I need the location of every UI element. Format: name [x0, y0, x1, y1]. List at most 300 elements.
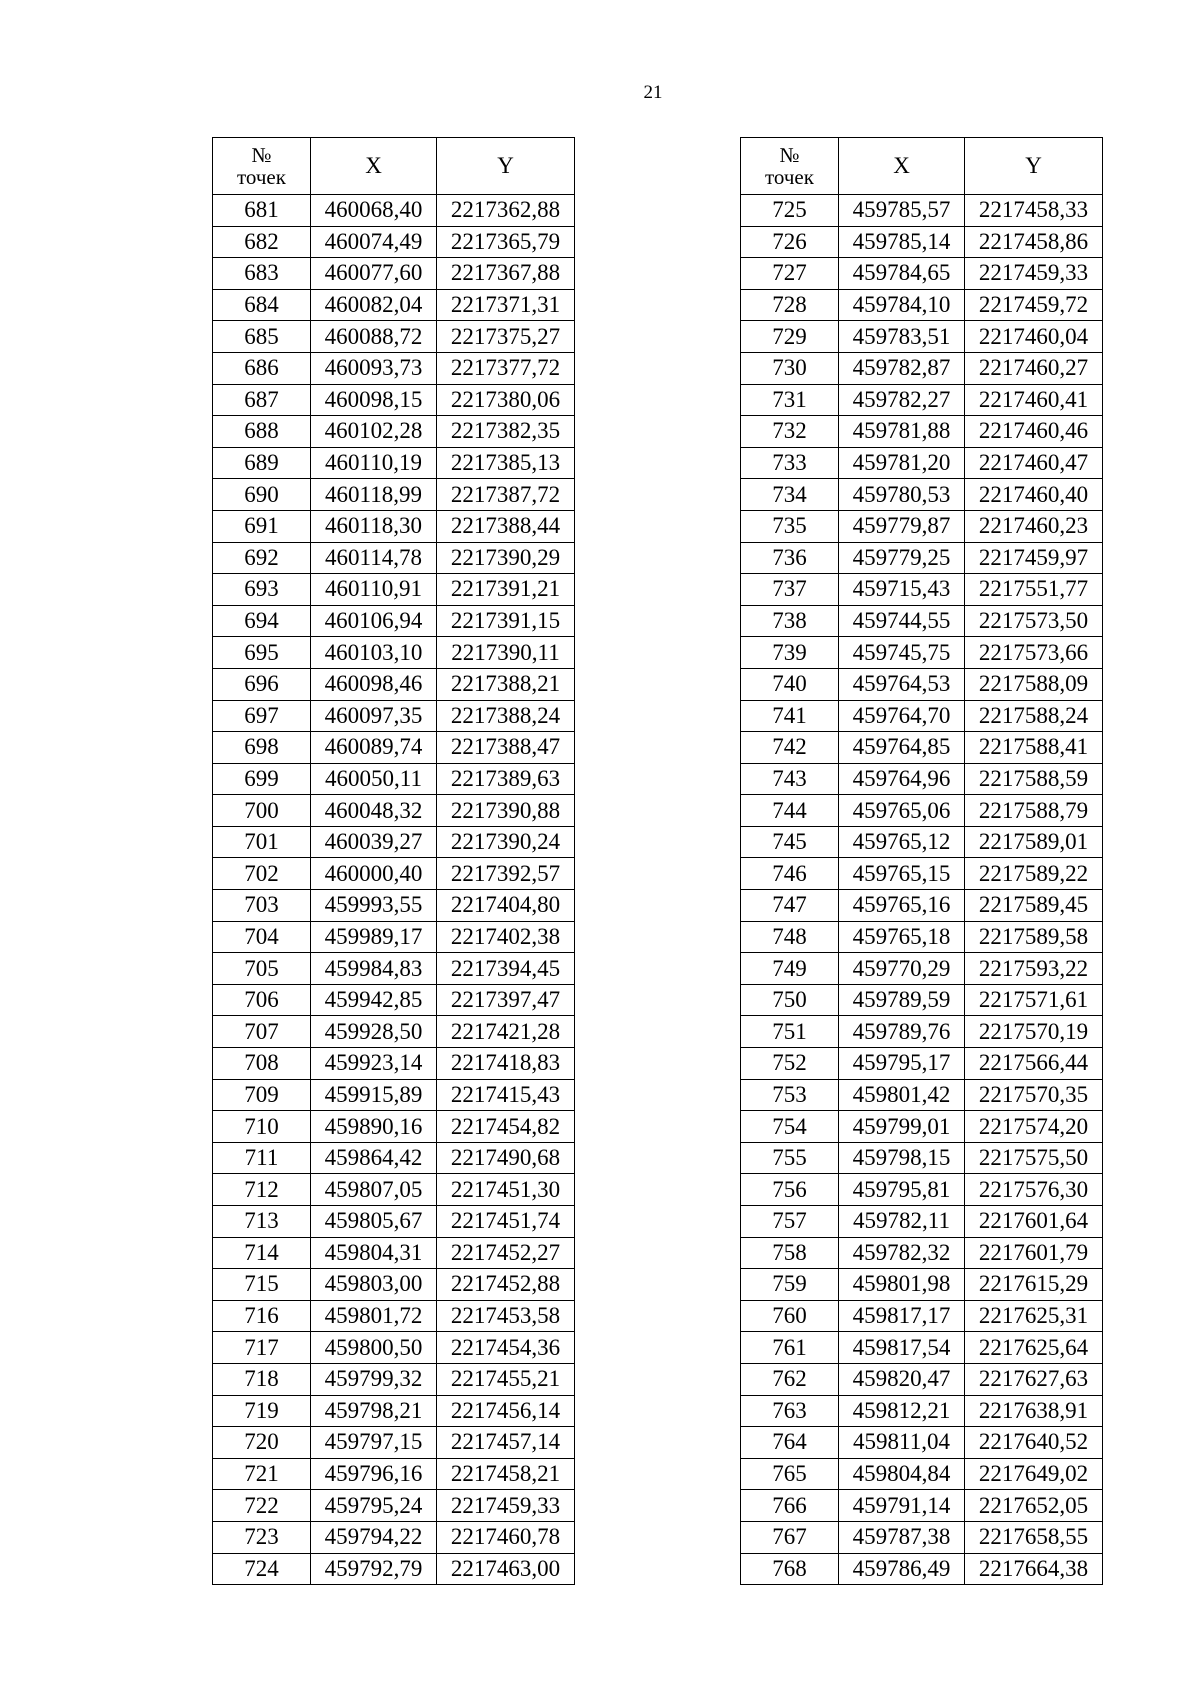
- table-row: [741, 1521, 1103, 1553]
- y-coordinate-cell: 2217459,72: [965, 289, 1103, 321]
- header-num-word: точек: [765, 165, 814, 189]
- point-number-cell: 747: [741, 890, 839, 922]
- x-coordinate-cell: 459801,72: [311, 1300, 437, 1332]
- y-coordinate-cell: 2217459,97: [965, 542, 1103, 574]
- x-coordinate-cell: 459993,55: [311, 890, 437, 922]
- point-number-cell: 763: [741, 1395, 839, 1427]
- x-coordinate-cell: 459779,87: [839, 510, 965, 542]
- table-row: [213, 858, 575, 890]
- point-number-cell: 711: [213, 1142, 311, 1174]
- y-coordinate-cell: 2217589,58: [965, 921, 1103, 953]
- x-coordinate-cell: 459786,49: [839, 1553, 965, 1585]
- point-number-cell: 768: [741, 1553, 839, 1585]
- point-number-cell: 725: [741, 195, 839, 227]
- x-coordinate-cell: 459795,24: [311, 1490, 437, 1522]
- x-coordinate-cell: 459807,05: [311, 1174, 437, 1206]
- point-number-cell: 707: [213, 1016, 311, 1048]
- point-number-cell: 691: [213, 510, 311, 542]
- table-row: [741, 416, 1103, 448]
- table-row: [213, 1269, 575, 1301]
- point-number-cell: 712: [213, 1174, 311, 1206]
- y-coordinate-cell: 2217573,50: [965, 605, 1103, 637]
- y-coordinate-cell: 2217588,24: [965, 700, 1103, 732]
- y-coordinate-cell: 2217589,01: [965, 826, 1103, 858]
- x-coordinate-cell: 459864,42: [311, 1142, 437, 1174]
- table-row: [741, 1332, 1103, 1364]
- y-coordinate-cell: 2217385,13: [437, 447, 575, 479]
- point-number-cell: 709: [213, 1079, 311, 1111]
- table-row: [213, 953, 575, 985]
- x-coordinate-cell: 459782,11: [839, 1206, 965, 1238]
- table-row: [741, 637, 1103, 669]
- table-body-left: [213, 195, 575, 1585]
- table-row: [213, 289, 575, 321]
- point-number-cell: 762: [741, 1363, 839, 1395]
- table-row: [213, 732, 575, 764]
- y-coordinate-cell: 2217389,63: [437, 763, 575, 795]
- x-coordinate-cell: 459780,53: [839, 479, 965, 511]
- point-number-cell: 719: [213, 1395, 311, 1427]
- y-coordinate-cell: 2217576,30: [965, 1174, 1103, 1206]
- x-coordinate-cell: 459915,89: [311, 1079, 437, 1111]
- table-row: [213, 668, 575, 700]
- point-number-cell: 745: [741, 826, 839, 858]
- point-number-header: [213, 138, 311, 195]
- y-coordinate-cell: 2217570,35: [965, 1079, 1103, 1111]
- x-coordinate-cell: 459801,42: [839, 1079, 965, 1111]
- table-row: [741, 574, 1103, 606]
- table-row: [741, 1490, 1103, 1522]
- point-number-cell: 748: [741, 921, 839, 953]
- point-number-cell: 698: [213, 732, 311, 764]
- y-coordinate-cell: 2217574,20: [965, 1111, 1103, 1143]
- x-coordinate-cell: 459765,16: [839, 890, 965, 922]
- x-coordinate-cell: 460118,99: [311, 479, 437, 511]
- x-coordinate-cell: 460077,60: [311, 258, 437, 290]
- point-number-cell: 699: [213, 763, 311, 795]
- table-row: [741, 226, 1103, 258]
- y-coordinate-cell: 2217566,44: [965, 1048, 1103, 1080]
- x-coordinate-cell: 459989,17: [311, 921, 437, 953]
- y-header: Y: [437, 138, 575, 195]
- point-number-cell: 750: [741, 984, 839, 1016]
- table-row: [741, 258, 1103, 290]
- x-coordinate-cell: 459812,21: [839, 1395, 965, 1427]
- table-row: [213, 1111, 575, 1143]
- point-number-cell: 733: [741, 447, 839, 479]
- header-num-sign: №: [251, 143, 272, 167]
- x-coordinate-cell: 459765,18: [839, 921, 965, 953]
- x-coordinate-cell: 460082,04: [311, 289, 437, 321]
- table-row: [213, 384, 575, 416]
- table-row: [741, 1395, 1103, 1427]
- point-number-cell: 682: [213, 226, 311, 258]
- table-row: [741, 447, 1103, 479]
- point-number-cell: 728: [741, 289, 839, 321]
- table-row: [741, 1111, 1103, 1143]
- table-row: [213, 352, 575, 384]
- y-coordinate-cell: 2217573,66: [965, 637, 1103, 669]
- header-num-sign: №: [779, 143, 800, 167]
- x-coordinate-cell: 459785,57: [839, 195, 965, 227]
- table-row: [741, 1174, 1103, 1206]
- x-coordinate-cell: 460000,40: [311, 858, 437, 890]
- y-coordinate-cell: 2217575,50: [965, 1142, 1103, 1174]
- x-coordinate-cell: 459817,17: [839, 1300, 965, 1332]
- table-row: [213, 321, 575, 353]
- point-number-cell: 718: [213, 1363, 311, 1395]
- x-coordinate-cell: 459942,85: [311, 984, 437, 1016]
- y-coordinate-cell: 2217388,44: [437, 510, 575, 542]
- point-number-cell: 753: [741, 1079, 839, 1111]
- x-coordinate-cell: 459787,38: [839, 1521, 965, 1553]
- point-number-cell: 767: [741, 1521, 839, 1553]
- table-row: [741, 732, 1103, 764]
- table-row: [213, 1079, 575, 1111]
- y-coordinate-cell: 2217390,11: [437, 637, 575, 669]
- y-coordinate-cell: 2217451,30: [437, 1174, 575, 1206]
- y-coordinate-cell: 2217588,41: [965, 732, 1103, 764]
- point-number-cell: 741: [741, 700, 839, 732]
- y-coordinate-cell: 2217571,61: [965, 984, 1103, 1016]
- y-coordinate-cell: 2217458,33: [965, 195, 1103, 227]
- table-row: [741, 763, 1103, 795]
- x-coordinate-cell: 459804,84: [839, 1458, 965, 1490]
- table-row: [213, 1458, 575, 1490]
- table-row: [213, 1016, 575, 1048]
- table-body-right: [741, 195, 1103, 1585]
- x-coordinate-cell: 459783,51: [839, 321, 965, 353]
- point-number-cell: 706: [213, 984, 311, 1016]
- y-coordinate-cell: 2217391,15: [437, 605, 575, 637]
- table-row: [741, 1458, 1103, 1490]
- table-row: [213, 258, 575, 290]
- table-row: [213, 1363, 575, 1395]
- x-coordinate-cell: 459817,54: [839, 1332, 965, 1364]
- point-number-cell: 746: [741, 858, 839, 890]
- point-number-cell: 710: [213, 1111, 311, 1143]
- y-coordinate-cell: 2217589,45: [965, 890, 1103, 922]
- y-coordinate-cell: 2217394,45: [437, 953, 575, 985]
- x-coordinate-cell: 459923,14: [311, 1048, 437, 1080]
- y-coordinate-cell: 2217390,24: [437, 826, 575, 858]
- point-number-cell: 743: [741, 763, 839, 795]
- x-coordinate-cell: 459798,21: [311, 1395, 437, 1427]
- x-coordinate-cell: 459781,20: [839, 447, 965, 479]
- table-header-row: [741, 138, 1103, 195]
- y-coordinate-cell: 2217454,36: [437, 1332, 575, 1364]
- table-row: [213, 1142, 575, 1174]
- table-row: [741, 1079, 1103, 1111]
- y-coordinate-cell: 2217588,79: [965, 795, 1103, 827]
- table-header-row: [213, 138, 575, 195]
- y-coordinate-cell: 2217377,72: [437, 352, 575, 384]
- y-coordinate-cell: 2217391,21: [437, 574, 575, 606]
- header-num-word: точек: [237, 165, 286, 189]
- point-number-cell: 729: [741, 321, 839, 353]
- y-coordinate-cell: 2217387,72: [437, 479, 575, 511]
- point-number-cell: 690: [213, 479, 311, 511]
- y-coordinate-cell: 2217388,21: [437, 668, 575, 700]
- y-coordinate-cell: 2217490,68: [437, 1142, 575, 1174]
- coordinates-table-left: [212, 137, 575, 1585]
- table-row: [741, 289, 1103, 321]
- table-row: [213, 447, 575, 479]
- x-coordinate-cell: 459765,12: [839, 826, 965, 858]
- x-coordinate-cell: 459799,01: [839, 1111, 965, 1143]
- table-row: [213, 479, 575, 511]
- x-coordinate-cell: 459782,27: [839, 384, 965, 416]
- y-coordinate-cell: 2217458,86: [965, 226, 1103, 258]
- y-coordinate-cell: 2217593,22: [965, 953, 1103, 985]
- table-row: [213, 795, 575, 827]
- table-row: [213, 605, 575, 637]
- point-number-cell: 726: [741, 226, 839, 258]
- y-coordinate-cell: 2217397,47: [437, 984, 575, 1016]
- y-coordinate-cell: 2217421,28: [437, 1016, 575, 1048]
- y-coordinate-cell: 2217460,78: [437, 1521, 575, 1553]
- point-number-cell: 734: [741, 479, 839, 511]
- table-row: [741, 1206, 1103, 1238]
- x-coordinate-cell: 459765,15: [839, 858, 965, 890]
- table-row: [213, 826, 575, 858]
- table-row: [213, 574, 575, 606]
- y-coordinate-cell: 2217415,43: [437, 1079, 575, 1111]
- point-number-cell: 714: [213, 1237, 311, 1269]
- x-coordinate-cell: 460048,32: [311, 795, 437, 827]
- y-coordinate-cell: 2217452,27: [437, 1237, 575, 1269]
- x-coordinate-cell: 459798,15: [839, 1142, 965, 1174]
- point-number-cell: 757: [741, 1206, 839, 1238]
- y-coordinate-cell: 2217640,52: [965, 1427, 1103, 1459]
- point-number-cell: 686: [213, 352, 311, 384]
- point-number-cell: 720: [213, 1427, 311, 1459]
- point-number-cell: 751: [741, 1016, 839, 1048]
- point-number-cell: 723: [213, 1521, 311, 1553]
- y-coordinate-cell: 2217664,38: [965, 1553, 1103, 1585]
- table-row: [741, 321, 1103, 353]
- point-number-cell: 737: [741, 574, 839, 606]
- y-coordinate-cell: 2217454,82: [437, 1111, 575, 1143]
- table-row: [741, 668, 1103, 700]
- y-coordinate-cell: 2217388,24: [437, 700, 575, 732]
- coordinates-table-right: [740, 137, 1103, 1585]
- point-number-header: [741, 138, 839, 195]
- y-coordinate-cell: 2217451,74: [437, 1206, 575, 1238]
- x-coordinate-cell: 459803,00: [311, 1269, 437, 1301]
- table-row: [741, 953, 1103, 985]
- y-coordinate-cell: 2217390,29: [437, 542, 575, 574]
- y-header: Y: [965, 138, 1103, 195]
- y-coordinate-cell: 2217627,63: [965, 1363, 1103, 1395]
- y-coordinate-cell: 2217382,35: [437, 416, 575, 448]
- table-row: [741, 605, 1103, 637]
- point-number-cell: 700: [213, 795, 311, 827]
- x-coordinate-cell: 459795,17: [839, 1048, 965, 1080]
- point-number-cell: 681: [213, 195, 311, 227]
- point-number-cell: 685: [213, 321, 311, 353]
- y-coordinate-cell: 2217456,14: [437, 1395, 575, 1427]
- x-coordinate-cell: 459784,10: [839, 289, 965, 321]
- point-number-cell: 715: [213, 1269, 311, 1301]
- table-row: [213, 890, 575, 922]
- x-coordinate-cell: 460089,74: [311, 732, 437, 764]
- y-coordinate-cell: 2217404,80: [437, 890, 575, 922]
- table-row: [213, 1174, 575, 1206]
- point-number-cell: 724: [213, 1553, 311, 1585]
- point-number-cell: 704: [213, 921, 311, 953]
- x-coordinate-cell: 459820,47: [839, 1363, 965, 1395]
- point-number-cell: 756: [741, 1174, 839, 1206]
- y-coordinate-cell: 2217453,58: [437, 1300, 575, 1332]
- y-coordinate-cell: 2217375,27: [437, 321, 575, 353]
- table-row: [741, 890, 1103, 922]
- point-number-cell: 730: [741, 352, 839, 384]
- x-coordinate-cell: 460110,91: [311, 574, 437, 606]
- x-coordinate-cell: 459801,98: [839, 1269, 965, 1301]
- y-coordinate-cell: 2217460,04: [965, 321, 1103, 353]
- table-row: [741, 510, 1103, 542]
- x-coordinate-cell: 459785,14: [839, 226, 965, 258]
- y-coordinate-cell: 2217615,29: [965, 1269, 1103, 1301]
- y-coordinate-cell: 2217390,88: [437, 795, 575, 827]
- page-number: 21: [643, 82, 663, 103]
- table-row: [213, 921, 575, 953]
- point-number-cell: 732: [741, 416, 839, 448]
- point-number-cell: 761: [741, 1332, 839, 1364]
- x-coordinate-cell: 460068,40: [311, 195, 437, 227]
- x-coordinate-cell: 459794,22: [311, 1521, 437, 1553]
- y-coordinate-cell: 2217460,41: [965, 384, 1103, 416]
- table-row: [741, 352, 1103, 384]
- table-row: [213, 1206, 575, 1238]
- table-row: [213, 984, 575, 1016]
- table-row: [213, 1427, 575, 1459]
- table-row: [213, 226, 575, 258]
- x-coordinate-cell: 459782,87: [839, 352, 965, 384]
- y-coordinate-cell: 2217362,88: [437, 195, 575, 227]
- y-coordinate-cell: 2217459,33: [437, 1490, 575, 1522]
- y-coordinate-cell: 2217365,79: [437, 226, 575, 258]
- table-row: [741, 1237, 1103, 1269]
- x-coordinate-cell: 459792,79: [311, 1553, 437, 1585]
- point-number-cell: 694: [213, 605, 311, 637]
- x-coordinate-cell: 459781,88: [839, 416, 965, 448]
- y-coordinate-cell: 2217380,06: [437, 384, 575, 416]
- point-number-cell: 766: [741, 1490, 839, 1522]
- point-number-cell: 739: [741, 637, 839, 669]
- x-coordinate-cell: 460118,30: [311, 510, 437, 542]
- point-number-cell: 764: [741, 1427, 839, 1459]
- x-coordinate-cell: 459744,55: [839, 605, 965, 637]
- y-coordinate-cell: 2217452,88: [437, 1269, 575, 1301]
- point-number-cell: 727: [741, 258, 839, 290]
- point-number-cell: 683: [213, 258, 311, 290]
- y-coordinate-cell: 2217460,40: [965, 479, 1103, 511]
- table-row: [213, 1395, 575, 1427]
- point-number-cell: 684: [213, 289, 311, 321]
- x-coordinate-cell: 459791,14: [839, 1490, 965, 1522]
- point-number-cell: 760: [741, 1300, 839, 1332]
- y-coordinate-cell: 2217460,46: [965, 416, 1103, 448]
- x-coordinate-cell: 459797,15: [311, 1427, 437, 1459]
- table-row: [213, 1048, 575, 1080]
- point-number-cell: 687: [213, 384, 311, 416]
- point-number-cell: 716: [213, 1300, 311, 1332]
- y-coordinate-cell: 2217460,23: [965, 510, 1103, 542]
- y-coordinate-cell: 2217402,38: [437, 921, 575, 953]
- x-coordinate-cell: 459764,70: [839, 700, 965, 732]
- y-coordinate-cell: 2217459,33: [965, 258, 1103, 290]
- y-coordinate-cell: 2217463,00: [437, 1553, 575, 1585]
- table-row: [741, 826, 1103, 858]
- table-row: [741, 1553, 1103, 1585]
- point-number-cell: 689: [213, 447, 311, 479]
- table-row: [741, 1363, 1103, 1395]
- point-number-cell: 758: [741, 1237, 839, 1269]
- x-coordinate-cell: 459800,50: [311, 1332, 437, 1364]
- y-coordinate-cell: 2217388,47: [437, 732, 575, 764]
- point-number-cell: 688: [213, 416, 311, 448]
- x-coordinate-cell: 459804,31: [311, 1237, 437, 1269]
- point-number-cell: 721: [213, 1458, 311, 1490]
- x-coordinate-cell: 459715,43: [839, 574, 965, 606]
- table-row: [213, 1490, 575, 1522]
- point-number-cell: 765: [741, 1458, 839, 1490]
- x-coordinate-cell: 460106,94: [311, 605, 437, 637]
- y-coordinate-cell: 2217658,55: [965, 1521, 1103, 1553]
- point-number-cell: 738: [741, 605, 839, 637]
- y-coordinate-cell: 2217371,31: [437, 289, 575, 321]
- point-number-cell: 744: [741, 795, 839, 827]
- x-coordinate-cell: 460110,19: [311, 447, 437, 479]
- x-coordinate-cell: 459765,06: [839, 795, 965, 827]
- point-number-cell: 749: [741, 953, 839, 985]
- y-coordinate-cell: 2217649,02: [965, 1458, 1103, 1490]
- x-coordinate-cell: 459784,65: [839, 258, 965, 290]
- point-number-cell: 759: [741, 1269, 839, 1301]
- table-row: [741, 195, 1103, 227]
- table-row: [213, 637, 575, 669]
- x-coordinate-cell: 460114,78: [311, 542, 437, 574]
- table-row: [741, 1427, 1103, 1459]
- table-row: [741, 795, 1103, 827]
- point-number-cell: 736: [741, 542, 839, 574]
- x-coordinate-cell: 459928,50: [311, 1016, 437, 1048]
- y-coordinate-cell: 2217625,64: [965, 1332, 1103, 1364]
- table-row: [213, 1521, 575, 1553]
- x-coordinate-cell: 459745,75: [839, 637, 965, 669]
- point-number-cell: 713: [213, 1206, 311, 1238]
- point-number-cell: 740: [741, 668, 839, 700]
- table-row: [741, 542, 1103, 574]
- y-coordinate-cell: 2217638,91: [965, 1395, 1103, 1427]
- table-row: [213, 195, 575, 227]
- y-coordinate-cell: 2217601,79: [965, 1237, 1103, 1269]
- point-number-cell: 703: [213, 890, 311, 922]
- table-row: [213, 1553, 575, 1585]
- point-number-cell: 754: [741, 1111, 839, 1143]
- x-coordinate-cell: 459811,04: [839, 1427, 965, 1459]
- point-number-cell: 696: [213, 668, 311, 700]
- y-coordinate-cell: 2217601,64: [965, 1206, 1103, 1238]
- table-row: [213, 1237, 575, 1269]
- x-coordinate-cell: 459764,96: [839, 763, 965, 795]
- y-coordinate-cell: 2217458,21: [437, 1458, 575, 1490]
- y-coordinate-cell: 2217457,14: [437, 1427, 575, 1459]
- x-coordinate-cell: 460050,11: [311, 763, 437, 795]
- table-row: [213, 416, 575, 448]
